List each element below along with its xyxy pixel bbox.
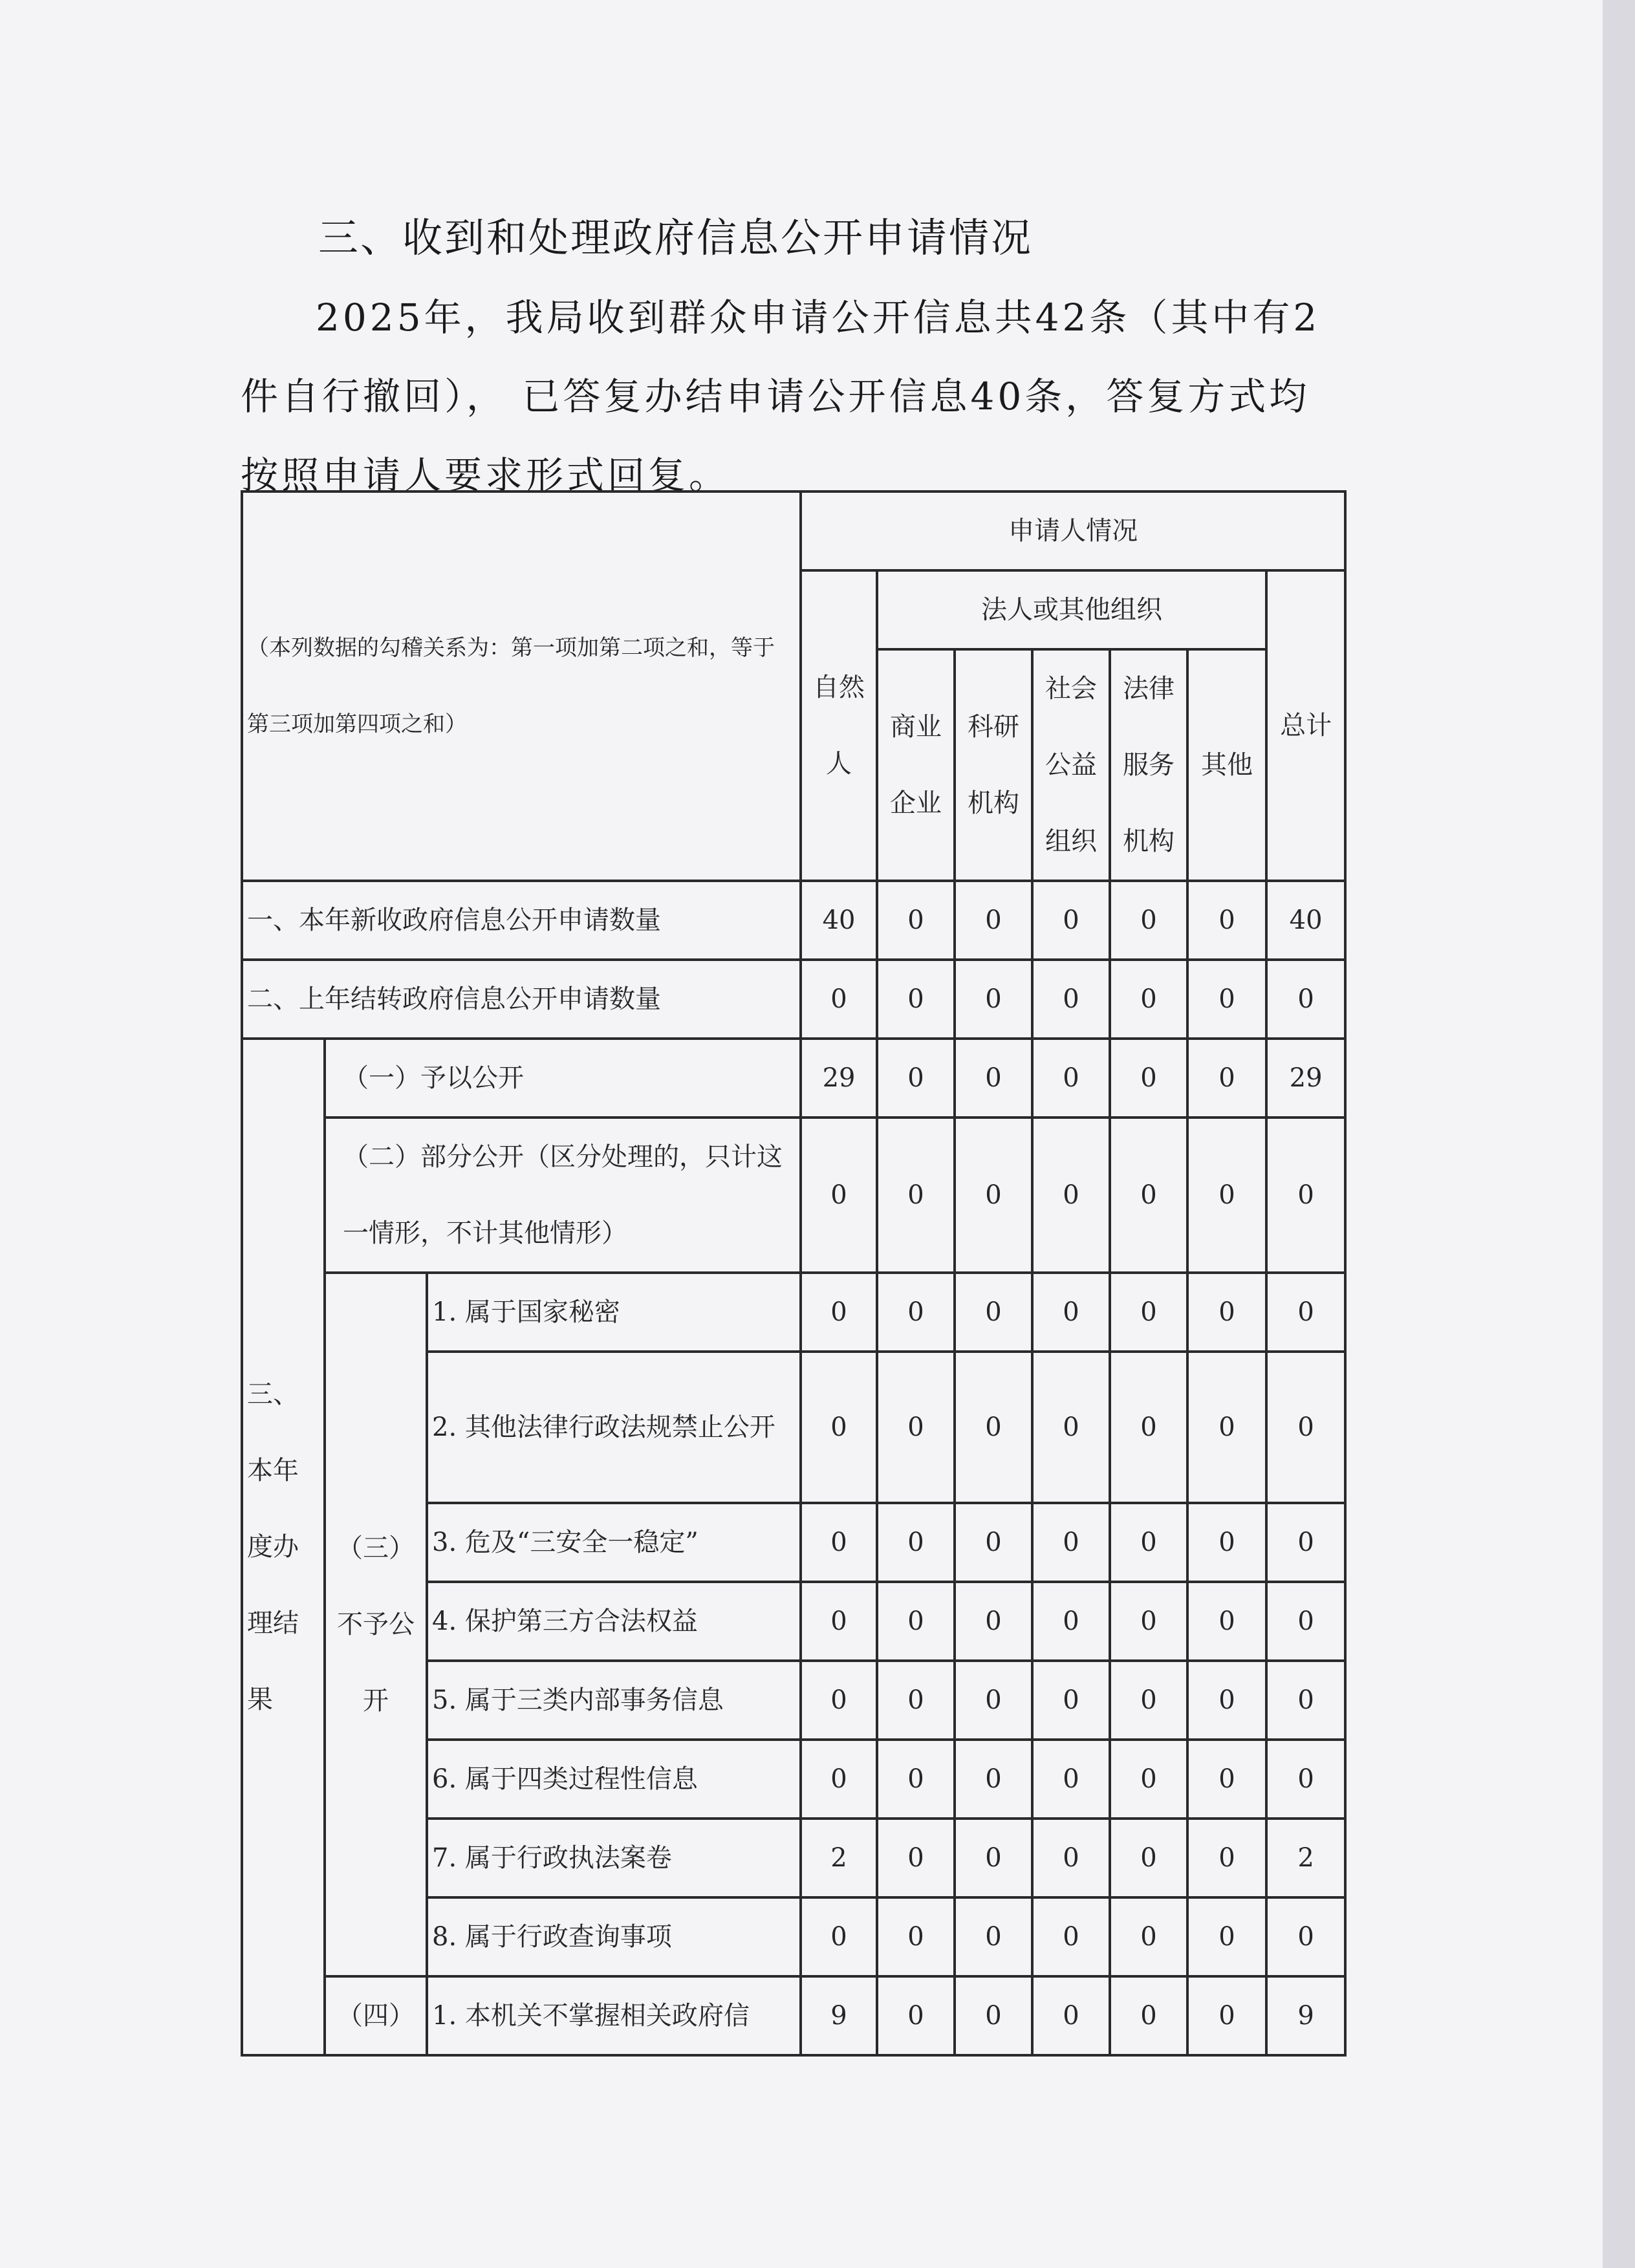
cell-value: 0	[955, 1273, 1032, 1352]
table-row	[242, 1273, 1345, 1352]
cell-value: 0	[1187, 960, 1266, 1039]
cell-value: 0	[1266, 1352, 1345, 1503]
cell-value: 0	[1187, 1352, 1266, 1503]
page-edge	[1603, 0, 1635, 2268]
cell-value: 0	[877, 1273, 955, 1352]
row-label: 5. 属于三类内部事务信息	[427, 1661, 801, 1740]
cell-value: 0	[1187, 1819, 1266, 1897]
cell-value: 0	[801, 1582, 877, 1661]
cell-value: 0	[955, 1352, 1032, 1503]
cell-value: 0	[1266, 1740, 1345, 1819]
cell-value: 0	[955, 1819, 1032, 1897]
application-stats-table	[241, 490, 1347, 2057]
sub4-label: （四）	[325, 1976, 427, 2055]
section-heading: 三、收到和处理政府信息公开申请情况	[318, 214, 1034, 261]
cell-value: 0	[955, 1661, 1032, 1740]
cell-value: 0	[955, 1039, 1032, 1118]
cell-value: 0	[1110, 1740, 1187, 1819]
cell-value: 0	[1032, 1503, 1110, 1582]
cell-value: 0	[955, 1118, 1032, 1273]
cell-value: 0	[1032, 1582, 1110, 1661]
cell-value: 40	[1266, 881, 1345, 960]
section3-label: 三、本年度办理结果	[242, 1039, 325, 2055]
row-label: 1. 属于国家秘密	[427, 1273, 801, 1352]
cell-value: 0	[1032, 881, 1110, 960]
cell-value: 0	[1187, 1503, 1266, 1582]
cell-value: 0	[1110, 1976, 1187, 2055]
cell-value: 0	[1266, 1118, 1345, 1273]
cell-value: 29	[801, 1039, 877, 1118]
cell-value: 0	[801, 1273, 877, 1352]
cell-value: 0	[955, 1976, 1032, 2055]
cell-value: 0	[1266, 1273, 1345, 1352]
cell-value: 0	[801, 1503, 877, 1582]
cell-value: 0	[877, 1976, 955, 2055]
col-total: 总计	[1266, 570, 1345, 881]
cell-value: 0	[1110, 1897, 1187, 1976]
cell-value: 0	[1110, 1582, 1187, 1661]
cell-value: 0	[801, 1740, 877, 1819]
col-other: 其他	[1187, 649, 1266, 881]
row-label: 8. 属于行政查询事项	[427, 1897, 801, 1976]
cell-value: 0	[955, 881, 1032, 960]
cell-value: 0	[1187, 1740, 1266, 1819]
cell-value: 0	[1187, 1976, 1266, 2055]
cell-value: 0	[801, 1897, 877, 1976]
cell-value: 0	[955, 1582, 1032, 1661]
cell-value: 0	[1032, 1039, 1110, 1118]
cell-value: 0	[877, 1352, 955, 1503]
cell-value: 0	[1187, 881, 1266, 960]
col-research: 科研机构	[955, 649, 1032, 881]
cell-value: 0	[1187, 1897, 1266, 1976]
col-public-welfare: 社会公益组织	[1032, 649, 1110, 881]
table-note: （本列数据的勾稽关系为：第一项加第二项之和，等于第三项加第四项之和）	[242, 491, 801, 881]
col-business: 商业企业	[877, 649, 955, 881]
cell-value: 0	[877, 881, 955, 960]
applicant-group-header: 申请人情况	[801, 491, 1345, 570]
cell-value: 0	[955, 1503, 1032, 1582]
cell-value: 0	[1032, 1819, 1110, 1897]
cell-value: 0	[1032, 1118, 1110, 1273]
col-natural-person: 自然人	[801, 570, 877, 881]
cell-value: 0	[1187, 1582, 1266, 1661]
cell-value: 0	[801, 960, 877, 1039]
cell-value: 0	[1110, 960, 1187, 1039]
cell-value: 0	[801, 1352, 877, 1503]
cell-value: 9	[1266, 1976, 1345, 2055]
row-label: 1. 本机关不掌握相关政府信	[427, 1976, 801, 2055]
cell-value: 0	[1032, 1661, 1110, 1740]
row-label: 二、上年结转政府信息公开申请数量	[242, 960, 801, 1039]
cell-value: 0	[1110, 881, 1187, 960]
cell-value: 0	[1187, 1039, 1266, 1118]
legal-entity-header: 法人或其他组织	[877, 570, 1266, 649]
cell-value: 0	[1032, 1273, 1110, 1352]
sub3-label: （三）不予公开	[325, 1273, 427, 1976]
cell-value: 0	[1110, 1661, 1187, 1740]
cell-value: 0	[877, 960, 955, 1039]
cell-value: 0	[1032, 960, 1110, 1039]
intro-paragraph: 2025年，我局收到群众申请公开信息共42条（其中有2件自行撤回）， 已答复办结申请公开信息40条，答复方式均按照申请人要求形式回复。	[241, 296, 1321, 497]
cell-value: 0	[877, 1740, 955, 1819]
cell-value: 2	[801, 1819, 877, 1897]
cell-value: 0	[801, 1118, 877, 1273]
cell-value: 0	[1110, 1039, 1187, 1118]
cell-value: 0	[955, 1897, 1032, 1976]
table-row	[242, 1118, 1345, 1273]
cell-value: 0	[1266, 1661, 1345, 1740]
cell-value: 0	[877, 1661, 955, 1740]
row-label: （一）予以公开	[325, 1039, 801, 1118]
cell-value: 0	[1187, 1118, 1266, 1273]
cell-value: 0	[1032, 1352, 1110, 1503]
cell-value: 0	[1110, 1118, 1187, 1273]
cell-value: 40	[801, 881, 877, 960]
col-legal-service: 法律服务机构	[1110, 649, 1187, 881]
cell-value: 0	[877, 1897, 955, 1976]
cell-value: 0	[1187, 1661, 1266, 1740]
row-label: 2. 其他法律行政法规禁止公开	[427, 1352, 801, 1503]
row-label: （二）部分公开（区分处理的，只计这一情形，不计其他情形）	[325, 1118, 801, 1273]
cell-value: 0	[877, 1819, 955, 1897]
cell-value: 0	[1032, 1897, 1110, 1976]
cell-value: 0	[1110, 1273, 1187, 1352]
table-row	[242, 960, 1345, 1039]
cell-value: 0	[1266, 1503, 1345, 1582]
cell-value: 0	[1187, 1273, 1266, 1352]
table-row	[242, 881, 1345, 960]
cell-value: 2	[1266, 1819, 1345, 1897]
cell-value: 0	[1032, 1740, 1110, 1819]
cell-value: 0	[877, 1118, 955, 1273]
cell-value: 0	[877, 1039, 955, 1118]
cell-value: 0	[801, 1661, 877, 1740]
cell-value: 0	[1110, 1503, 1187, 1582]
cell-value: 9	[801, 1976, 877, 2055]
table-row	[242, 1976, 1345, 2055]
row-label: 7. 属于行政执法案卷	[427, 1819, 801, 1897]
cell-value: 0	[1110, 1819, 1187, 1897]
cell-value: 0	[1266, 960, 1345, 1039]
row-label: 6. 属于四类过程性信息	[427, 1740, 801, 1819]
cell-value: 0	[877, 1582, 955, 1661]
cell-value: 0	[1266, 1582, 1345, 1661]
cell-value: 29	[1266, 1039, 1345, 1118]
cell-value: 0	[877, 1503, 955, 1582]
row-label: 3. 危及“三安全一稳定”	[427, 1503, 801, 1582]
cell-value: 0	[955, 1740, 1032, 1819]
table-row	[242, 1039, 1345, 1118]
cell-value: 0	[955, 960, 1032, 1039]
row-label: 一、本年新收政府信息公开申请数量	[242, 881, 801, 960]
cell-value: 0	[1032, 1976, 1110, 2055]
cell-value: 0	[1110, 1352, 1187, 1503]
row-label: 4. 保护第三方合法权益	[427, 1582, 801, 1661]
cell-value: 0	[1266, 1897, 1345, 1976]
